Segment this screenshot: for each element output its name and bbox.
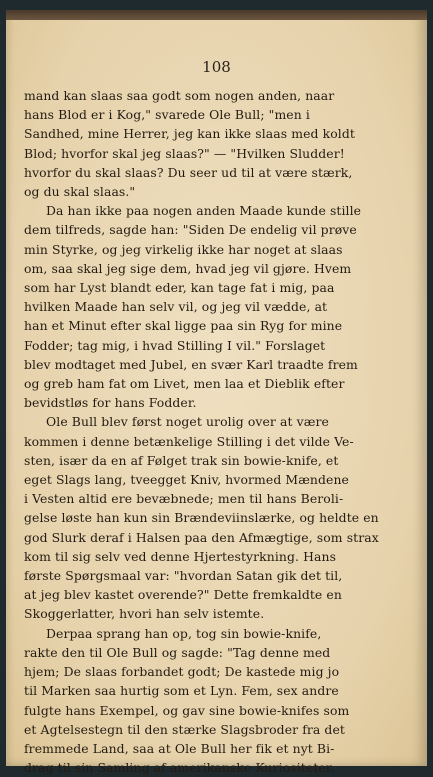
text-line: Blod; hvorfor skal jeg slaas?" — "Hvilken Sludder! [24, 145, 345, 161]
text-line: Sandhed, mine Herrer, jeg kan ikke slaas med koldt [24, 126, 355, 142]
text-line: første Spørgsmaal var: "hvordan Satan gik det til, [24, 568, 343, 584]
paragraph-4 [24, 624, 424, 777]
text-line: fulgte hans Exempel, og gav sine bowie-knifes som [24, 702, 350, 718]
text-line: i Vesten altid ere bevæbnede; men til hans Beroli- [24, 491, 344, 507]
text-line: hjem; De slaas forbandet godt; De kastede mig jo [24, 664, 340, 680]
text-line: dem tilfreds, sagde han: "Siden De endelig vil prøve [24, 222, 357, 238]
book-page [6, 10, 427, 776]
text-line: eget Slags lang, tveegget Kniv, hvormed Mændene [24, 472, 349, 488]
text-line: han et Minut efter skal ligge paa sin Ryg for mine [24, 318, 343, 334]
text-line: drag til sin Samling af amerikanske Kuriositeter. [24, 760, 335, 776]
text-line: at jeg blev kastet overende?" Dette fremkaldte en [24, 587, 342, 603]
text-line: og du skal slaas." [24, 184, 136, 200]
page-top-edge [6, 10, 427, 20]
body-text [24, 86, 424, 777]
text-line: bevidstløs for hans Fodder. [24, 395, 197, 411]
text-line: og greb ham fat om Livet, men laa et Dieblik efter [24, 376, 345, 392]
page-number: 108 [202, 58, 231, 76]
paragraph-3 [24, 412, 424, 623]
text-line: om, saa skal jeg sige dem, hvad jeg vil gjøre. Hvem [24, 260, 352, 276]
paragraph-1 [24, 86, 424, 201]
text-line: gelse løste han kun sin Brændeviinslærke, og heldte en [24, 510, 379, 526]
text-line: til Marken saa hurtig som et Lyn. Fem, sex andre [24, 683, 339, 699]
text-line: hans Blod er i Kog," svarede Ole Bull; "men i [24, 107, 310, 123]
text-line: blev modtaget med Jubel, en svær Karl traadte frem [24, 356, 358, 372]
text-line: mand kan slaas saa godt som nogen anden, naar [24, 88, 335, 103]
text-line: rakte den til Ole Bull og sagde: "Tag denne med [24, 644, 331, 660]
text-line: kom til sig selv ved denne Hjertestyrkning. Hans [24, 548, 337, 564]
text-line: fremmede Land, saa at Ole Bull her fik et nyt Bi- [24, 740, 335, 756]
text-line: min Styrke, og jeg virkelig ikke har noget at slaas [24, 241, 343, 257]
text-line: kommen i denne betænkelige Stilling i det vilde Ve- [24, 433, 354, 449]
text-line: hvilken Maade han selv vil, og jeg vil vædde, at [24, 299, 328, 315]
text-line: sten, især da en af Følget trak sin bowie-knife, et [24, 452, 339, 468]
text-line: god Slurk deraf i Halsen paa den Afmægtige, som strax [24, 529, 379, 545]
text-line: Da han ikke paa nogen anden Maade kunde stille [46, 203, 362, 219]
text-line: et Agtelsestegn til den stærke Slagsbroder fra det [24, 721, 345, 737]
text-line: Skoggerlatter, hvori han selv istemte. [24, 606, 265, 622]
text-line: Ole Bull blev først noget urolig over at være [46, 414, 329, 430]
text-line: Fodder; tag mig, i hvad Stilling I vil." Forslaget [24, 337, 326, 353]
paragraph-2 [24, 201, 424, 412]
text-line: Derpaa sprang han op, tog sin bowie-knife, [46, 625, 322, 641]
text-line: som har Lyst blandt eder, kan tage fat i mig, paa [24, 280, 335, 296]
text-line: hvorfor du skal slaas? Du seer ud til at være stærk, [24, 164, 353, 180]
